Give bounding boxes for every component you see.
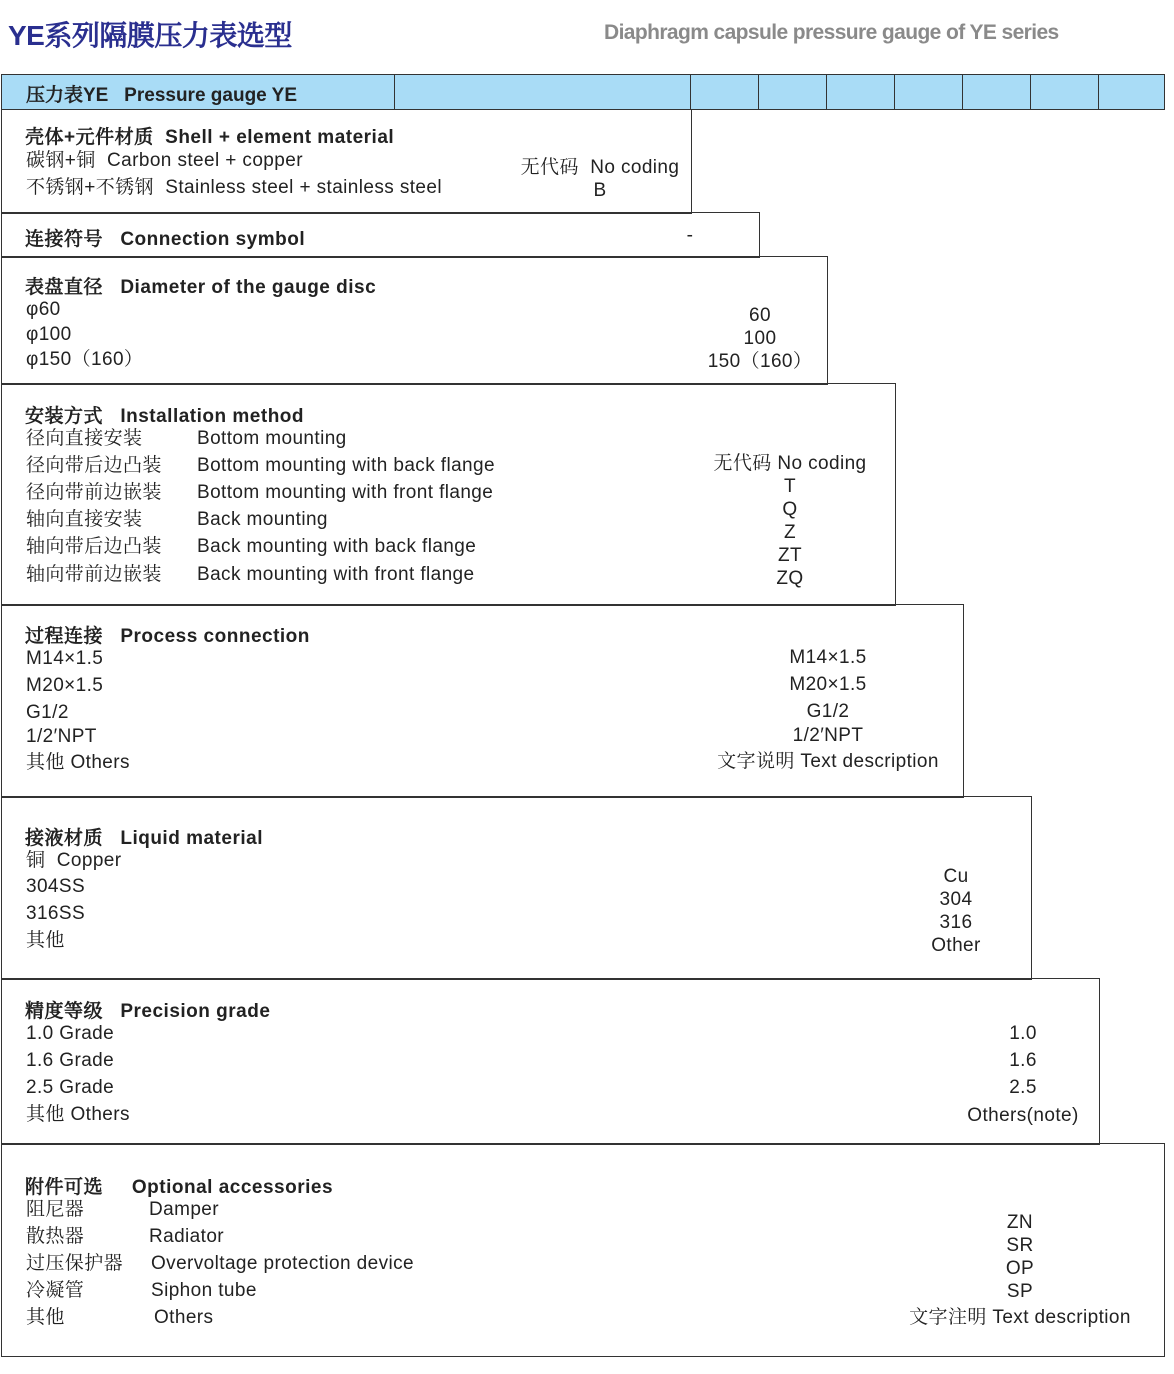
page-title: YE系列隔膜压力表选型 — [8, 20, 292, 51]
option-item-en: Damper — [149, 1199, 219, 1220]
section-title: 表盘直径 Diameter of the gauge disc — [25, 277, 377, 298]
option-code: - — [686, 225, 694, 246]
option-code: Others(note) — [967, 1105, 1079, 1126]
option-item: 冷凝管 — [26, 1280, 85, 1301]
option-item-en: Bottom mounting — [197, 428, 347, 449]
option-code: Z — [783, 522, 796, 543]
option-item: 304SS — [26, 876, 86, 897]
option-item-en: Radiator — [149, 1226, 225, 1247]
section-title: 过程连接 Process connection — [25, 626, 310, 647]
option-item: 其他 Others — [26, 752, 130, 773]
option-item: 316SS — [26, 903, 86, 924]
option-item: M20×1.5 — [26, 675, 104, 696]
header-cell — [394, 74, 692, 110]
section-title: 安装方式 Installation method — [25, 406, 305, 427]
option-code: Other — [931, 935, 981, 956]
code-slot-2 — [758, 74, 828, 110]
option-item: φ60 — [26, 299, 61, 320]
option-item-en: Bottom mounting with front flange — [197, 482, 494, 503]
option-item: 2.5 Grade — [26, 1077, 115, 1098]
option-code: 60 — [749, 305, 771, 326]
option-item: 过压保护器 — [26, 1253, 124, 1274]
option-code: 150（160） — [707, 351, 813, 372]
option-code: B — [593, 180, 607, 201]
section-title: 连接符号 Connection symbol — [25, 229, 306, 250]
option-item: M14×1.5 — [26, 648, 104, 669]
section-title: 附件可选 Optional accessories — [25, 1177, 334, 1198]
option-code: 无代码 No coding — [520, 157, 680, 178]
option-code: SR — [1006, 1235, 1034, 1256]
option-code: 1/2′NPT — [792, 725, 864, 746]
option-code: T — [783, 476, 796, 497]
option-code: 100 — [743, 328, 777, 349]
option-code: M14×1.5 — [789, 647, 867, 668]
option-code: ZN — [1006, 1212, 1034, 1233]
code-slot-5 — [962, 74, 1032, 110]
option-item-en: Back mounting with front flange — [197, 564, 475, 585]
option-code: OP — [1005, 1258, 1035, 1279]
option-code: 2.5 — [1009, 1077, 1037, 1098]
option-code: 1.0 — [1009, 1023, 1037, 1044]
option-item: G1/2 — [26, 702, 69, 723]
option-code: ZT — [777, 545, 802, 566]
option-item: 轴向带前边嵌装 — [26, 564, 162, 585]
option-item: 阻尼器 — [26, 1199, 85, 1220]
option-item-en: Bottom mounting with back flange — [197, 455, 495, 476]
option-code: SP — [1006, 1281, 1034, 1302]
option-code: 316 — [939, 912, 973, 933]
code-slot-6 — [1030, 74, 1100, 110]
option-item-en: Overvoltage protection device — [151, 1253, 414, 1274]
option-code: Cu — [943, 866, 969, 887]
code-slot-4 — [894, 74, 964, 110]
option-code: 文字注明 Text description — [909, 1307, 1131, 1328]
option-code: 无代码 No coding — [713, 453, 867, 474]
option-item: 径向带前边嵌装 — [26, 482, 162, 503]
option-item: 铜 Copper — [26, 850, 122, 871]
option-item: 1.6 Grade — [26, 1050, 115, 1071]
section-title: 接液材质 Liquid material — [25, 828, 263, 849]
code-slot-1 — [690, 74, 760, 110]
page-subtitle: Diaphragm capsule pressure gauge of YE series — [604, 21, 1059, 44]
option-code: 304 — [939, 889, 973, 910]
option-code: Q — [782, 499, 798, 520]
option-item: 散热器 — [26, 1226, 85, 1247]
option-item-en: Back mounting — [197, 509, 328, 530]
option-item: 1.0 Grade — [26, 1023, 115, 1044]
option-item: 不锈钢+不锈钢 Stainless steel + stainless steel — [26, 177, 442, 198]
option-item: 轴向直接安装 — [26, 509, 143, 530]
option-item: φ100 — [26, 324, 72, 345]
option-item: 其他 — [26, 1307, 65, 1328]
option-item: 其他 — [26, 930, 65, 951]
option-item: 径向直接安装 — [26, 428, 143, 449]
option-item: 1/2′NPT — [26, 726, 97, 747]
section-title: 壳体+元件材质 Shell + element material — [25, 127, 395, 148]
section-title: 精度等级 Precision grade — [25, 1001, 271, 1022]
option-code: G1/2 — [806, 701, 850, 722]
option-code: ZQ — [776, 568, 804, 589]
option-code: 1.6 — [1009, 1050, 1037, 1071]
code-slot-3 — [826, 74, 896, 110]
option-code: 文字说明 Text description — [717, 751, 939, 772]
option-code: M20×1.5 — [789, 674, 867, 695]
option-item: 轴向带后边凸装 — [26, 536, 162, 557]
code-slot-7 — [1098, 74, 1165, 110]
option-item-en: Siphon tube — [151, 1280, 257, 1301]
option-item-en: Back mounting with back flange — [197, 536, 477, 557]
option-item: 碳钢+铜 Carbon steel + copper — [26, 150, 303, 171]
option-item: φ150（160） — [26, 349, 144, 370]
option-item: 径向带后边凸装 — [26, 455, 162, 476]
header-label: 压力表YE Pressure gauge YE — [26, 85, 298, 106]
option-item-en: Others — [154, 1307, 214, 1328]
option-item: 其他 Others — [26, 1104, 130, 1125]
